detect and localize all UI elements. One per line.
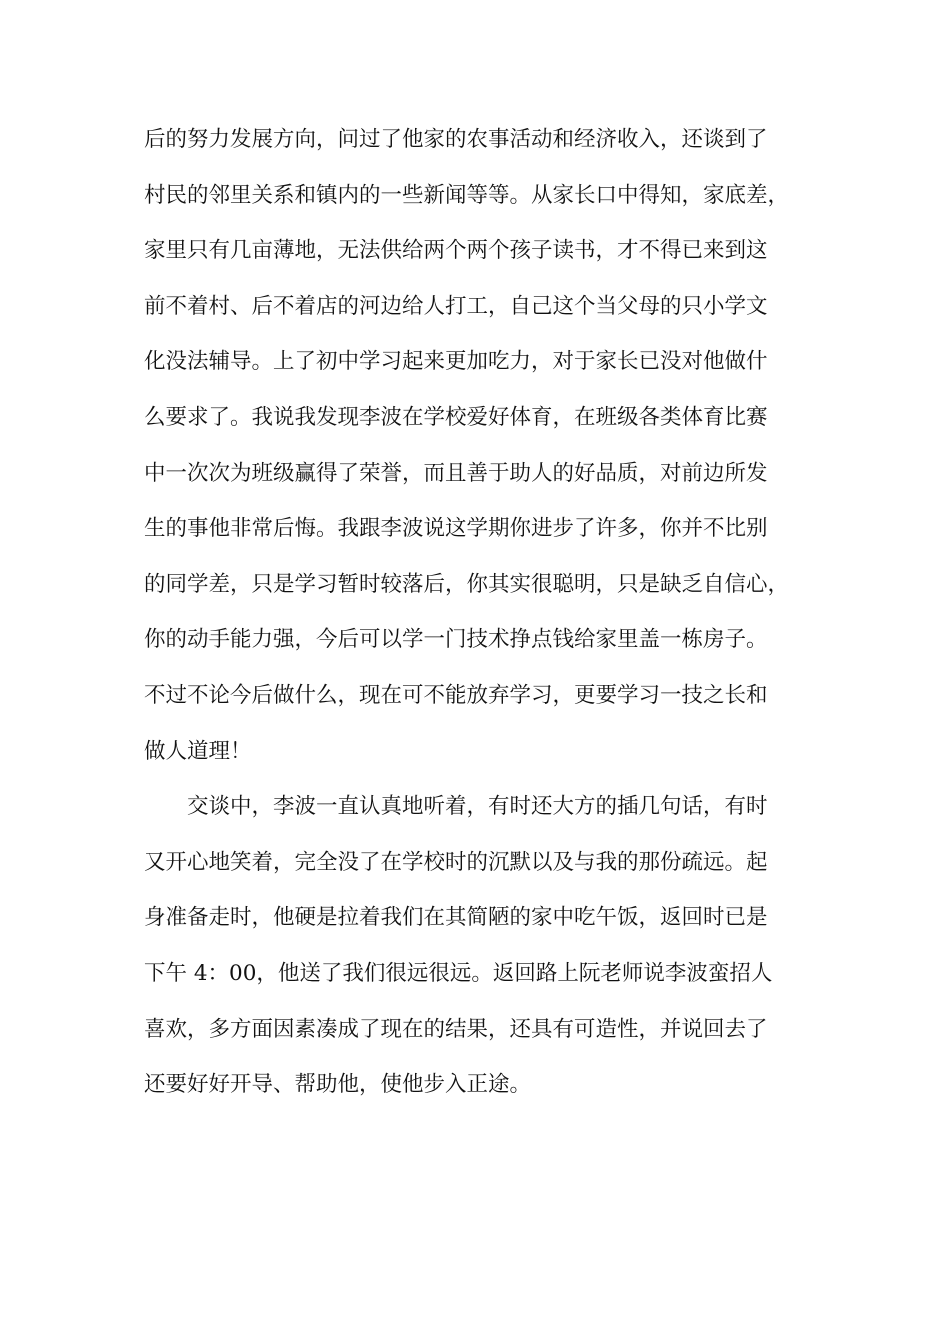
- text-line: 家里只有几亩薄地，无法供给两个两个孩子读书，才不得已来到这: [144, 238, 768, 264]
- text-line: 还要好好开导、帮助他，使他步入正途。: [144, 1072, 532, 1098]
- text-line: 不过不论今后做什么，现在可不能放弃学习，更要学习一技之长和: [144, 682, 768, 708]
- text-line: 生的事他非常后悔。我跟李波说这学期你进步了许多，你并不比别: [144, 516, 768, 542]
- paragraph-2: [144, 785, 804, 1119]
- text-line: 中一次次为班级赢得了荣誉，而且善于助人的好品质，对前边所发: [144, 460, 768, 486]
- text-line: 化没法辅导。上了初中学习起来更加吃力，对于家长已没对他做什: [144, 349, 768, 375]
- text-line: 喜欢，多方面因素凑成了现在的结果，还具有可造性，并说回去了: [144, 1016, 768, 1042]
- text-line: 你的动手能力强，今后可以学一门技术挣点钱给家里盖一栋房子。: [144, 627, 768, 653]
- text-line: 又开心地笑着，完全没了在学校时的沉默以及与我的那份疏远。起: [144, 849, 768, 875]
- paragraph-1: [144, 118, 804, 785]
- text-line: 前不着村、后不着店的河边给人打工，自己这个当父母的只小学文: [144, 293, 768, 319]
- text-line: 后的努力发展方向，问过了他家的农事活动和经济收入，还谈到了: [144, 127, 768, 152]
- text-line: 做人道理！: [144, 738, 252, 764]
- text-line: 么要求了。我说我发现李波在学校爱好体育，在班级各类体育比赛: [144, 404, 768, 430]
- text-line: 交谈中，李波一直认真地听着，有时还大方的插几句话，有时: [187, 794, 768, 820]
- text-line: 村民的邻里关系和镇内的一些新闻等等。从家长口中得知，家底差，: [144, 182, 790, 208]
- text-line: 的同学差，只是学习暂时较落后，你其实很聪明，只是缺乏自信心，: [144, 571, 790, 597]
- text-line: 身准备走时，他硬是拉着我们在其简陋的家中吃午饭，返回时已是: [144, 905, 768, 931]
- text-line: 下午 4：00，他送了我们很远很远。返回路上阮老师说李波蛮招人: [144, 960, 773, 986]
- document-body: [144, 118, 804, 1119]
